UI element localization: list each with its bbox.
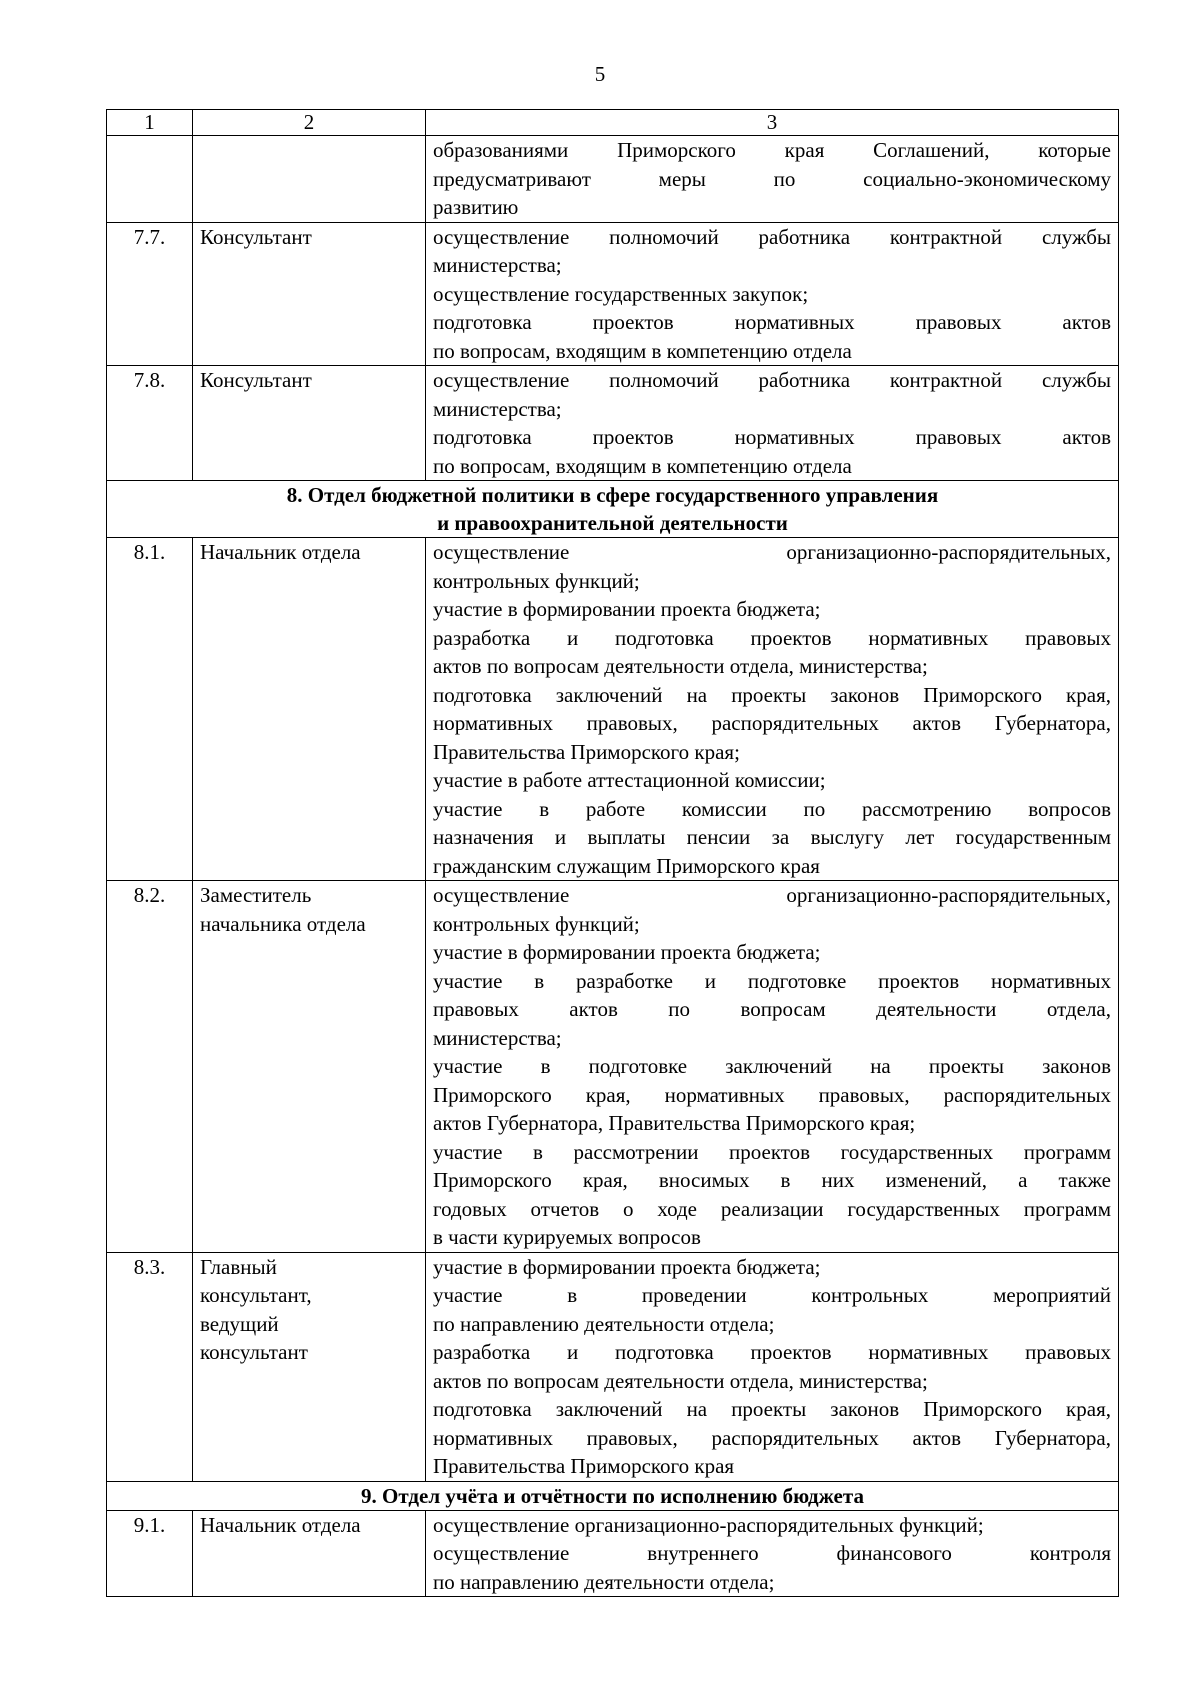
duty-text-line: по вопросам, входящим в компетенцию отдела <box>433 338 852 363</box>
duty-text-line: разработка и подготовка проектов нормативных правовых <box>433 625 1111 650</box>
duty-text-line: назначения и выплаты пенсии за выслугу лет государственным <box>433 825 1111 849</box>
duty-text-line: в части курируемых вопросов <box>433 1225 701 1249</box>
position-title-line: Консультант <box>200 368 312 392</box>
duties-description <box>426 1252 1119 1481</box>
table-row <box>107 881 1119 1253</box>
position-number: 9.1. <box>107 1510 193 1597</box>
duty-text-line: нормативных правовых, распорядительных актов Губернатора, <box>433 711 1111 735</box>
duty-text-line: участие в работе аттестационной комиссии; <box>433 768 826 792</box>
section-header-row <box>107 481 1119 538</box>
position-title <box>193 538 426 881</box>
duty-text-line: по вопросам, входящим в компетенцию отдела <box>433 453 852 478</box>
position-title-line: Консультант <box>200 224 312 249</box>
position-title-line: консультант, <box>200 1283 312 1307</box>
column-header-1: 1 <box>107 110 193 136</box>
duty-text-line: образованиями Приморского края Соглашений, которые <box>433 138 1111 162</box>
duty-text-line: участие в формировании проекта бюджета; <box>433 940 821 964</box>
table-row <box>107 1510 1119 1597</box>
duty-text-line: осуществление полномочий работника контрактной службы <box>433 368 1111 392</box>
duties-description <box>426 366 1119 481</box>
section-header-row <box>107 1481 1119 1510</box>
duty-text-line: актов Губернатора, Правительства Приморского края; <box>433 1111 916 1135</box>
duty-text-line: предусматривают меры по социально-экономическому <box>433 166 1111 191</box>
duty-text-line: участие в подготовке заключений на проекты законов <box>433 1054 1111 1078</box>
section-title <box>107 1481 1119 1510</box>
position-number: 8.3. <box>107 1252 193 1481</box>
duty-text-line: Правительства Приморского края; <box>433 739 740 764</box>
duties-description <box>426 222 1119 366</box>
position-number: 7.8. <box>107 366 193 481</box>
position-title <box>193 881 426 1253</box>
duty-text-line: министерства; <box>433 1025 562 1050</box>
duty-text-line: осуществление государственных закупок; <box>433 281 809 306</box>
duty-text-line: правовых актов по вопросам деятельности отдела, <box>433 997 1111 1021</box>
duty-text-line: гражданским служащим Приморского края <box>433 853 820 878</box>
position-title <box>193 222 426 366</box>
duty-text-line: участие в формировании проекта бюджета; <box>433 597 821 621</box>
table-row <box>107 222 1119 366</box>
duty-text-line: подготовка проектов нормативных правовых актов <box>433 425 1111 449</box>
duty-text-line: подготовка проектов нормативных правовых актов <box>433 310 1111 334</box>
duty-text-line: Приморского края, вносимых в них изменений, а также <box>433 1168 1111 1192</box>
duty-text-line: контрольных функций; <box>433 911 640 936</box>
duty-text-line: Приморского края, нормативных правовых, распорядительных <box>433 1082 1111 1107</box>
duty-text-line: годовых отчетов о ходе реализации государственных программ <box>433 1196 1111 1221</box>
duty-text-line: актов по вопросам деятельности отдела, министерства; <box>433 654 928 678</box>
table-row <box>107 136 1119 223</box>
duty-text-line: актов по вопросам деятельности отдела, министерства; <box>433 1368 928 1393</box>
duty-text-line: министерства; <box>433 396 562 421</box>
table-body <box>107 110 1119 1597</box>
table-row <box>107 366 1119 481</box>
position-title-line: Начальник отдела <box>200 540 361 564</box>
duty-text-line: осуществление организационно-распорядительных функций; <box>433 1512 984 1537</box>
duties-description <box>426 136 1119 223</box>
duty-text-line: участие в работе комиссии по рассмотрению вопросов <box>433 796 1111 821</box>
staff-duties-table <box>106 109 1119 1597</box>
position-title-line: Главный <box>200 1254 277 1279</box>
duty-text-line: нормативных правовых, распорядительных актов Губернатора, <box>433 1425 1111 1450</box>
position-title-line: консультант <box>200 1340 308 1364</box>
position-number: 7.7. <box>107 222 193 366</box>
table-row <box>107 1252 1119 1481</box>
duty-text-line: Правительства Приморского края <box>433 1454 735 1478</box>
position-title <box>193 366 426 481</box>
duty-text-line: осуществление внутреннего финансового контроля <box>433 1541 1111 1565</box>
section-title <box>107 481 1119 538</box>
position-number: 8.1. <box>107 538 193 881</box>
duty-text-line: разработка и подготовка проектов нормативных правовых <box>433 1340 1111 1364</box>
position-title-line: начальника отдела <box>200 911 366 936</box>
table-header-row <box>107 110 1119 136</box>
column-header-2: 2 <box>193 110 426 136</box>
duties-description <box>426 538 1119 881</box>
section-title-line: 9. Отдел учёта и отчётности по исполнению бюджета <box>361 1483 864 1508</box>
duty-text-line: участие в проведении контрольных мероприятий <box>433 1283 1111 1307</box>
position-title <box>193 136 426 223</box>
position-number <box>107 136 193 223</box>
section-title-line: и правоохранительной деятельности <box>437 511 788 535</box>
duty-text-line: подготовка заключений на проекты законов Приморского края, <box>433 1397 1111 1421</box>
duty-text-line: по направлению деятельности отдела; <box>433 1569 775 1594</box>
position-number: 8.2. <box>107 881 193 1253</box>
position-title-line: Заместитель <box>200 883 312 907</box>
duties-description <box>426 881 1119 1253</box>
duty-text-line: по направлению деятельности отдела; <box>433 1311 775 1336</box>
duty-text-line: развитию <box>433 195 519 219</box>
duty-text-line: подготовка заключений на проекты законов Приморского края, <box>433 682 1111 707</box>
duty-text-line: участие в формировании проекта бюджета; <box>433 1254 821 1279</box>
duty-text-line: участие в рассмотрении проектов государственных программ <box>433 1139 1111 1164</box>
position-title-line: ведущий <box>200 1311 279 1336</box>
duties-description <box>426 1510 1119 1597</box>
duty-text-line: осуществление организационно-распорядительных, <box>433 540 1111 564</box>
section-title-line: 8. Отдел бюджетной политики в сфере государственного управления <box>286 483 939 507</box>
column-header-3: 3 <box>426 110 1119 136</box>
duty-text-line: участие в разработке и подготовке проектов нормативных <box>433 968 1111 993</box>
duty-text-line: министерства; <box>433 253 562 277</box>
duty-text-line: осуществление полномочий работника контрактной службы <box>433 224 1111 249</box>
position-title-line: Начальник отдела <box>200 1512 361 1537</box>
duty-text-line: контрольных функций; <box>433 568 640 593</box>
table-row <box>107 538 1119 881</box>
position-title <box>193 1252 426 1481</box>
position-title <box>193 1510 426 1597</box>
page-number: 5 <box>594 62 606 86</box>
duty-text-line: осуществление организационно-распорядительных, <box>433 883 1111 907</box>
